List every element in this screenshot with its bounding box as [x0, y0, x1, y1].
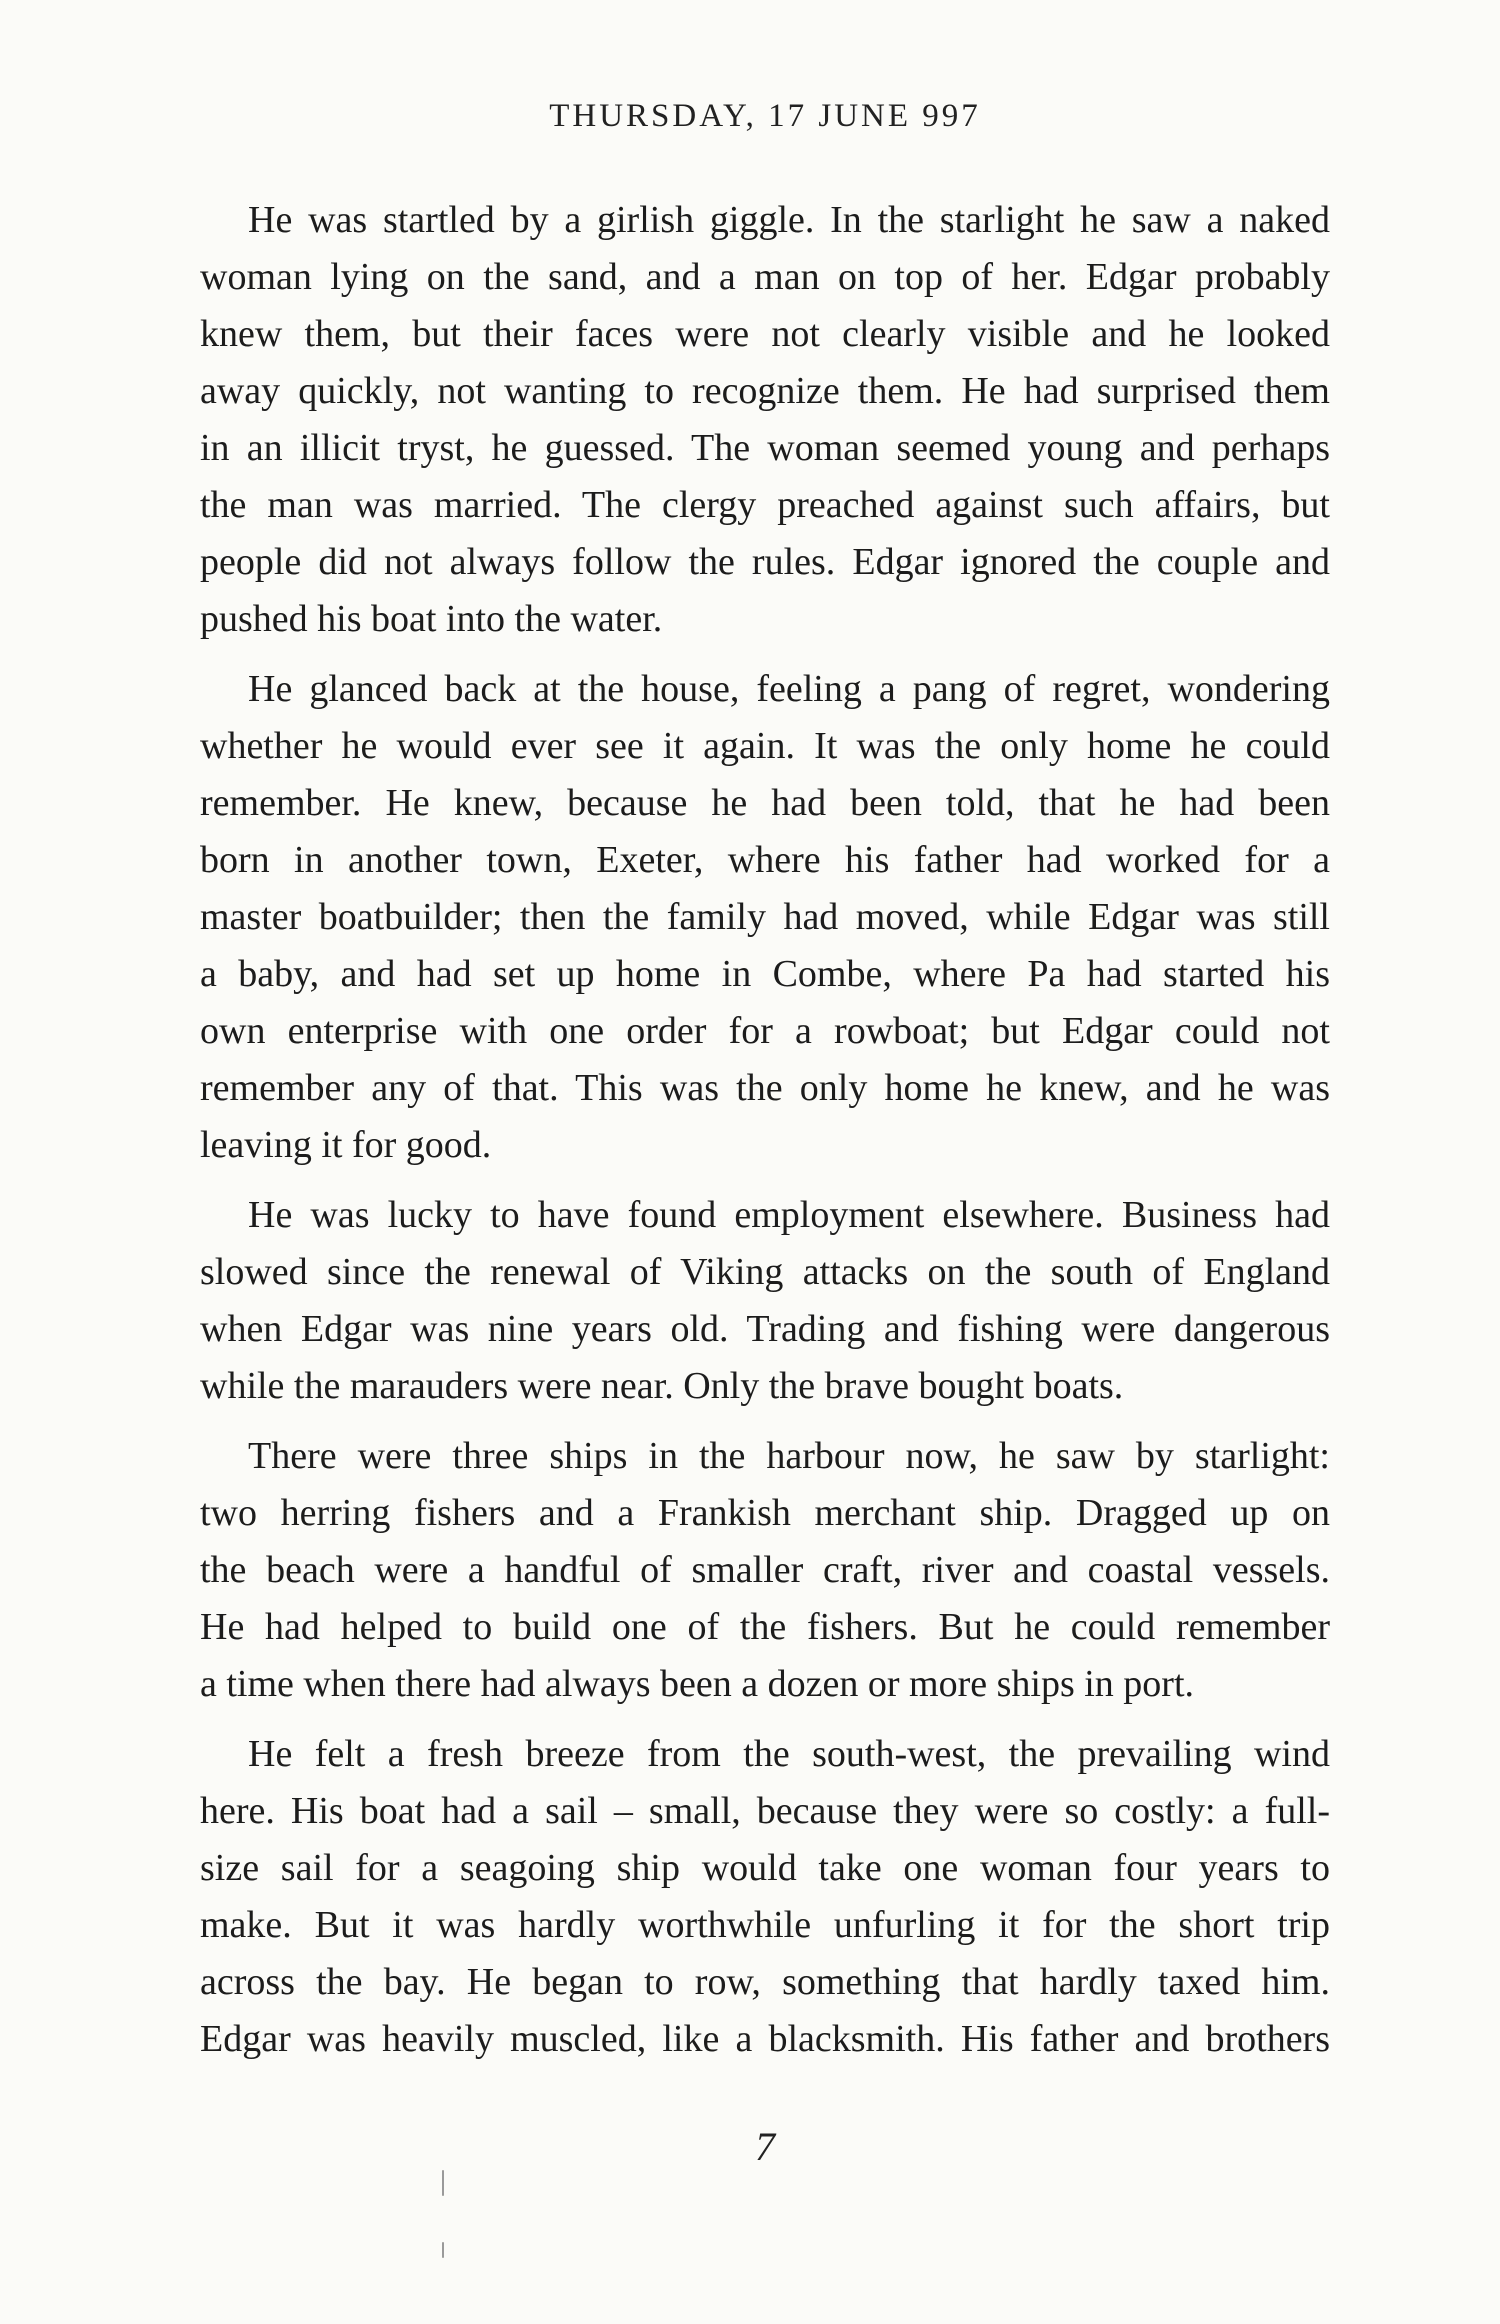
text-line: two herring fishers and a Frankish merchant ship. Dragged up on [200, 1492, 1330, 1534]
text-line: He had helped to build one of the fishers. But he could remember [200, 1606, 1330, 1648]
text-line: make. But it was hardly worthwhile unfurling it for the short trip [200, 1904, 1330, 1946]
text-line: pushed his boat into the water. [200, 598, 663, 640]
text-line: There were three ships in the harbour now, he saw by starlight: [248, 1435, 1330, 1477]
text-line: own enterprise with one order for a rowboat; but Edgar could not [200, 1010, 1330, 1052]
text-line: master boatbuilder; then the family had moved, while Edgar was still [200, 896, 1330, 938]
text-line: He glanced back at the house, feeling a pang of regret, wondering [248, 668, 1330, 710]
text-line: remember any of that. This was the only home he knew, and he was [200, 1067, 1330, 1109]
text-line: He was lucky to have found employment elsewhere. Business had [248, 1194, 1330, 1236]
paragraph-2 [200, 661, 1330, 1174]
scan-speck [442, 2170, 444, 2196]
body-text [200, 192, 1330, 2068]
text-line: woman lying on the sand, and a man on top of her. Edgar probably [200, 256, 1330, 298]
text-line: a time when there had always been a dozen or more ships in port. [200, 1663, 1195, 1705]
text-line: while the marauders were near. Only the brave bought boats. [200, 1365, 1124, 1407]
text-line: the man was married. The clergy preached against such affairs, but [200, 484, 1330, 526]
text-line: people did not always follow the rules. Edgar ignored the couple and [200, 541, 1330, 583]
paragraph-1 [200, 192, 1330, 648]
text-line: Edgar was heavily muscled, like a blacksmith. His father and brothers [200, 2018, 1330, 2060]
text-line: He was startled by a girlish giggle. In the starlight he saw a naked [248, 199, 1330, 241]
text-line: He felt a fresh breeze from the south-west, the prevailing wind [248, 1733, 1330, 1775]
text-line: size sail for a seagoing ship would take one woman four years to [200, 1847, 1330, 1889]
text-line: whether he would ever see it again. It was the only home he could [200, 725, 1330, 767]
page-number: 7 [755, 2124, 775, 2169]
text-line: here. His boat had a sail – small, because they were so costly: a full- [200, 1790, 1330, 1832]
text-line: in an illicit tryst, he guessed. The woman seemed young and perhaps [200, 427, 1330, 469]
text-line: away quickly, not wanting to recognize them. He had surprised them [200, 370, 1330, 412]
text-line: leaving it for good. [200, 1124, 492, 1166]
text-line: knew them, but their faces were not clearly visible and he looked [200, 313, 1330, 355]
text-line: slowed since the renewal of Viking attacks on the south of England [200, 1251, 1330, 1293]
text-line: across the bay. He began to row, something that hardly taxed him. [200, 1961, 1330, 2003]
text-line: born in another town, Exeter, where his father had worked for a [200, 839, 1330, 881]
running-head: THURSDAY, 17 JUNE 997 [549, 98, 981, 134]
paragraph-3 [200, 1187, 1330, 1415]
text-line: when Edgar was nine years old. Trading and fishing were dangerous [200, 1308, 1330, 1350]
text-line: a baby, and had set up home in Combe, where Pa had started his [200, 953, 1330, 995]
paragraph-4 [200, 1428, 1330, 1713]
paragraph-5 [200, 1726, 1330, 2068]
text-line: remember. He knew, because he had been told, that he had been [200, 782, 1330, 824]
scan-speck [442, 2242, 444, 2258]
text-line: the beach were a handful of smaller craft, river and coastal vessels. [200, 1549, 1330, 1591]
